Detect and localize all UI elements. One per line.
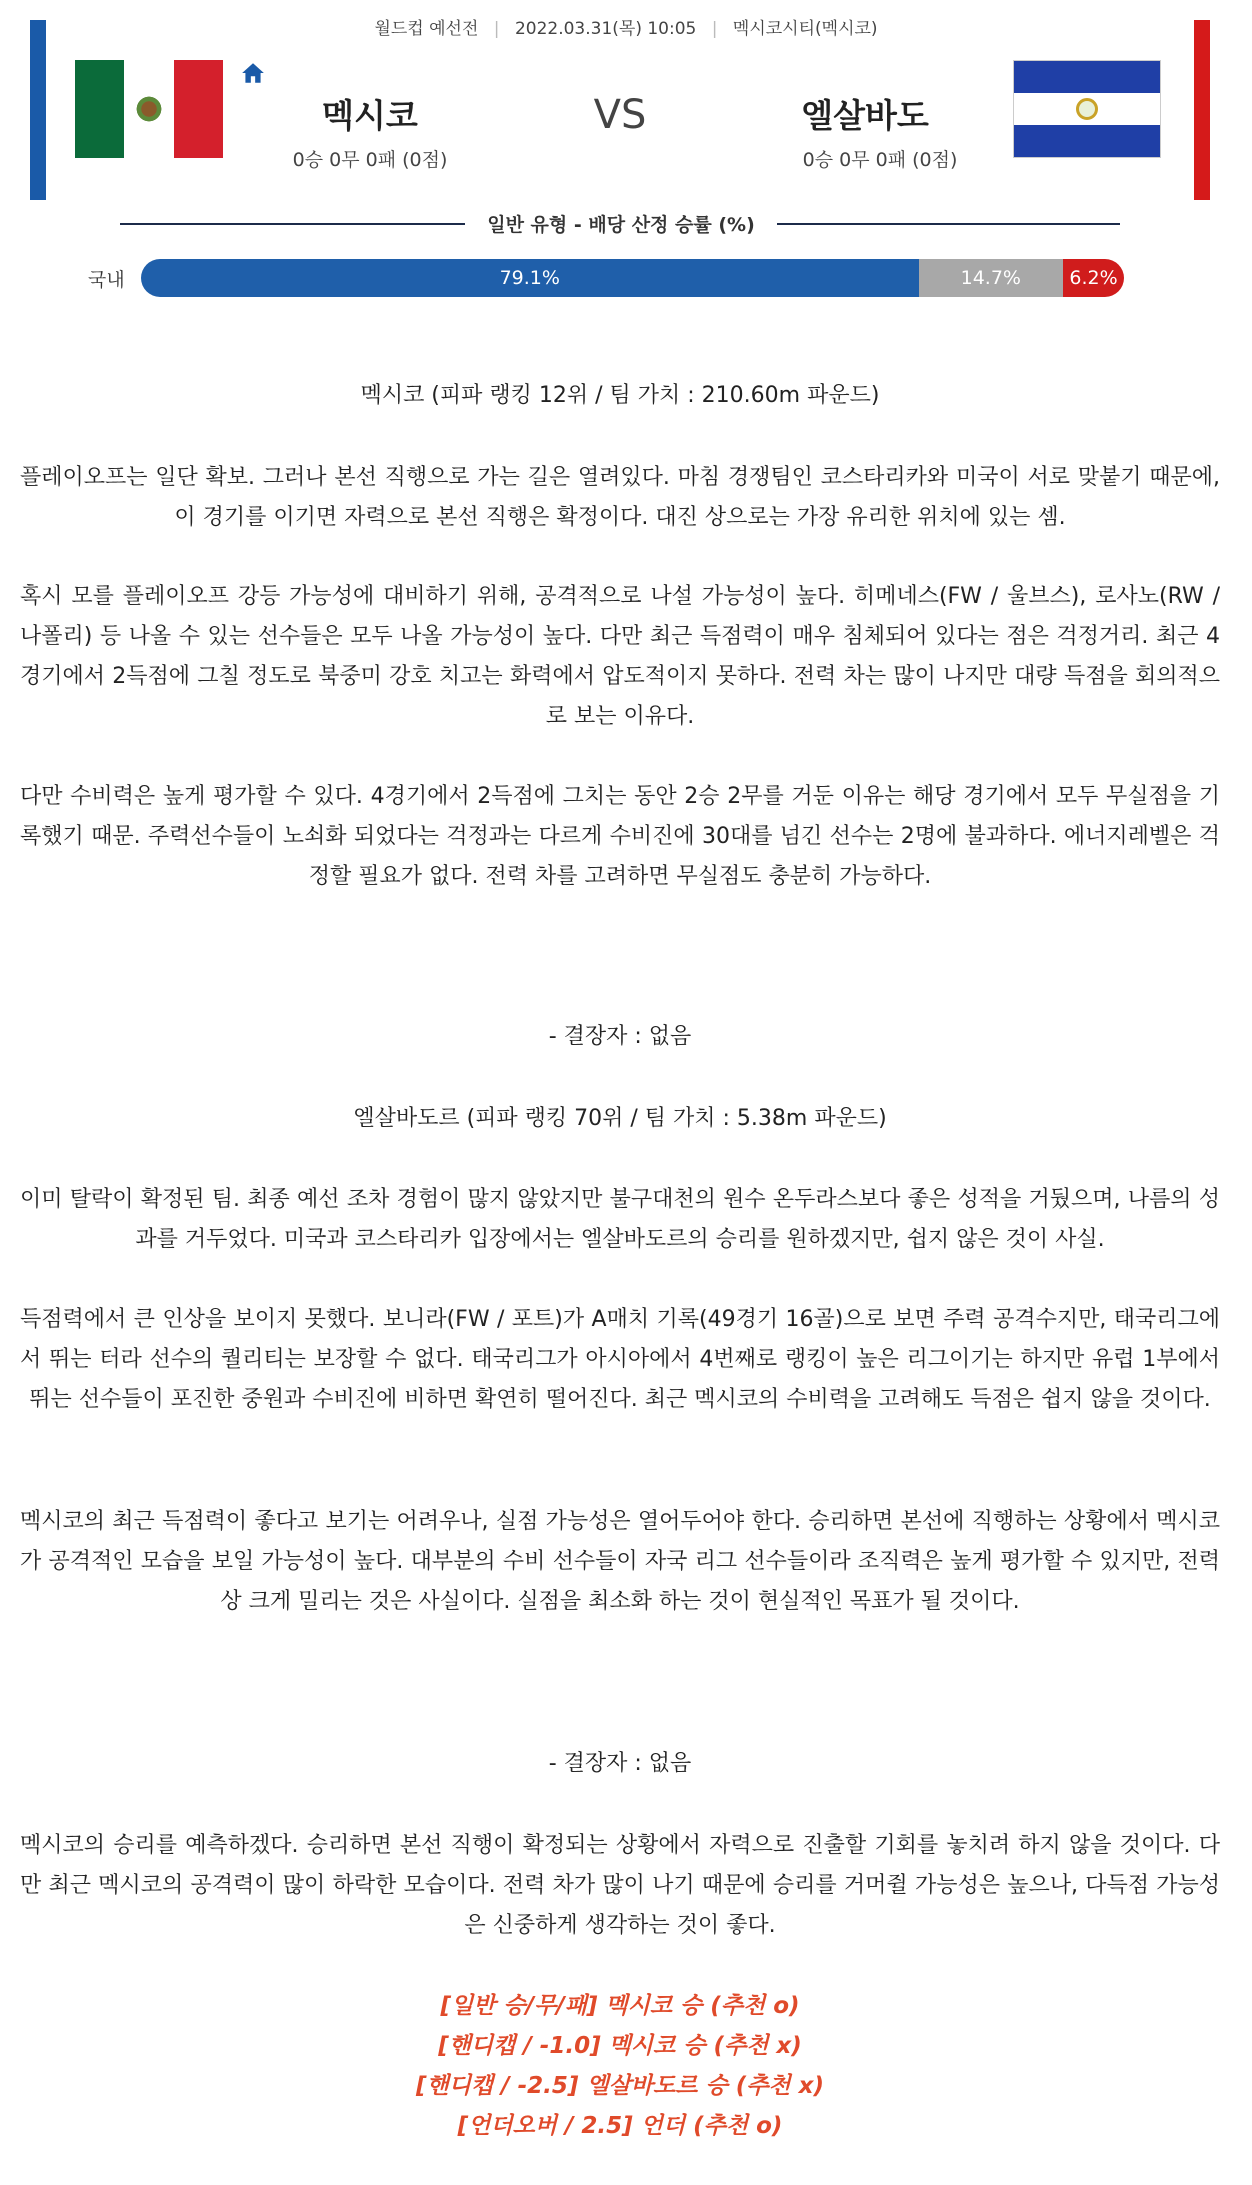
match-meta: [0, 14, 1252, 39]
prediction-summary: 멕시코의 승리를 예측하겠다. 승리하면 본선 직행이 확정되는 상황에서 자력으로 진출할 기회를 놓치려 하지 않을 것이다. 다만 최근 멕시코의 공격력이 많이 하락한 모습이다. 전력 차가 많이 나기 때문에 승리를 거머쥘 가능성은 높으나, 다득점 가능성은 신중하게 생각하는 것이 좋다.: [20, 1833, 1220, 1938]
divider-left: [120, 223, 465, 225]
el-salvador-seal-icon: [1076, 98, 1098, 120]
away-paragraph-1: 이미 탈락이 확정된 팀. 최종 예선 조차 경험이 많지 않았지만 불구대천의 원수 온두라스보다 좋은 성적을 거뒀으며, 나름의 성과를 거두었다. 미국과 코스타리카 입장에서는 엘살바도르의 승리를 원하겠지만, 쉽지 않은 것이 사실.: [20, 1187, 1220, 1252]
mexico-flag: [75, 60, 223, 158]
home-absent-players: - 결장자 : 없음: [548, 1024, 692, 1049]
away-absent-players: - 결장자 : 없음: [548, 1751, 692, 1776]
mexico-emblem-icon: [131, 91, 167, 127]
home-paragraph-1: 플레이오프는 일단 확보. 그러나 본선 직행으로 가는 길은 열려있다. 마침 경쟁팀인 코스타리카와 미국이 서로 맞붙기 때문에, 이 경기를 이기면 자력으로 본선 직행은 확정이다. 대진 상으로는 가장 유리한 위치에 있는 셈.: [20, 465, 1220, 530]
league-label: 월드컵 예선전: [374, 19, 479, 39]
home-team-heading: 멕시코 (피파 랭킹 12위 / 팀 가치 : 210.60m 파운드): [360, 383, 880, 408]
home-team-name: 멕시코: [322, 96, 418, 135]
match-venue: 멕시코시티(멕시코): [732, 19, 878, 39]
away-team-record: 0승 0무 0패 (0점): [802, 149, 958, 171]
lose-probability-segment: 6.2%: [1063, 259, 1124, 297]
home-team-record: 0승 0무 0패 (0점): [292, 149, 448, 171]
meta-separator: |: [711, 19, 718, 39]
away-paragraph-2: 득점력에서 큰 인상을 보이지 못했다. 보니라(FW / 포트)가 A매치 기록(49경기 16골)으로 보면 주력 공격수지만, 태국리그에서 뛰는 터라 선수의 퀄리티는 보장할 수 없다. 태국리그가 아시아에서 4번째로 랭킹이 높은 리그이기는 하지만 유럽 1부에서 뛰는 선수들이 포진한 중원과 수비진에 비하면 확연히 떨어진다. 최근 멕시코의 수비력을 고려해도 득점은 쉽지 않을 것이다.: [20, 1307, 1220, 1412]
pick-line: [핸디캡 / -1.0] 멕시코 승 (추천 x): [438, 2033, 802, 2059]
draw-probability-segment: 14.7%: [919, 259, 1064, 297]
meta-separator: |: [493, 19, 500, 39]
rates-row-label: 국내: [88, 269, 125, 291]
home-paragraph-3: 다만 수비력은 높게 평가할 수 있다. 4경기에서 2득점에 그치는 동안 2승 2무를 거둔 이유는 해당 경기에서 모두 무실점을 기록했기 때문. 주력선수들이 노쇠화 되었다는 걱정과는 다르게 수비진에 30대를 넘긴 선수는 2명에 불과하다. 에너지레벨은 걱정할 필요가 없다. 전력 차를 고려하면 무실점도 충분히 가능하다.: [20, 784, 1220, 889]
home-paragraph-2: 혹시 모를 플레이오프 강등 가능성에 대비하기 위해, 공격적으로 나설 가능성이 높다. 히메네스(FW / 울브스), 로사노(RW / 나폴리) 등 나올 수 있는 선수들은 모두 나올 가능성이 높다. 다만 최근 득점력이 매우 침체되어 있다는 점은 걱정거리. 최근 4경기에서 2득점에 그칠 정도로 북중미 강호 치고는 화력에서 압도적이지 못하다. 전력 차는 많이 나지만 대량 득점을 회의적으로 보는 이유다.: [20, 584, 1220, 729]
win-probability-segment: 79.1%: [141, 259, 919, 297]
match-datetime: 2022.03.31(목) 10:05: [514, 19, 697, 39]
pick-line: [일반 승/무/패] 멕시코 승 (추천 o): [440, 1993, 800, 2019]
odds-probability-bar: [141, 259, 1124, 297]
away-team-heading: 엘살바도르 (피파 랭킹 70위 / 팀 가치 : 5.38m 파운드): [353, 1106, 887, 1131]
el-salvador-flag: [1013, 60, 1161, 158]
away-accent-bar: [1194, 20, 1210, 200]
pick-line: [언더오버 / 2.5] 언더 (추천 o): [457, 2113, 783, 2139]
home-accent-bar: [30, 20, 46, 200]
rates-title: 일반 유형 - 배당 산정 승률 (%): [487, 214, 755, 236]
home-icon[interactable]: [240, 60, 266, 86]
away-team-name: 엘살바도: [801, 96, 929, 135]
away-paragraph-3: 멕시코의 최근 득점력이 좋다고 보기는 어려우나, 실점 가능성은 열어두어야 한다. 승리하면 본선에 직행하는 상황에서 멕시코가 공격적인 모습을 보일 가능성이 높다. 대부분의 수비 선수들이 자국 리그 선수들이라 조직력은 높게 평가할 수 있지만, 전력 상 크게 밀리는 것은 사실이다. 실점을 최소화 하는 것이 현실적인 목표가 될 것이다.: [20, 1509, 1220, 1614]
pick-line: [핸디캡 / -2.5] 엘살바도르 승 (추천 x): [415, 2073, 824, 2099]
divider-right: [777, 223, 1120, 225]
vs-label: VS: [593, 92, 647, 138]
